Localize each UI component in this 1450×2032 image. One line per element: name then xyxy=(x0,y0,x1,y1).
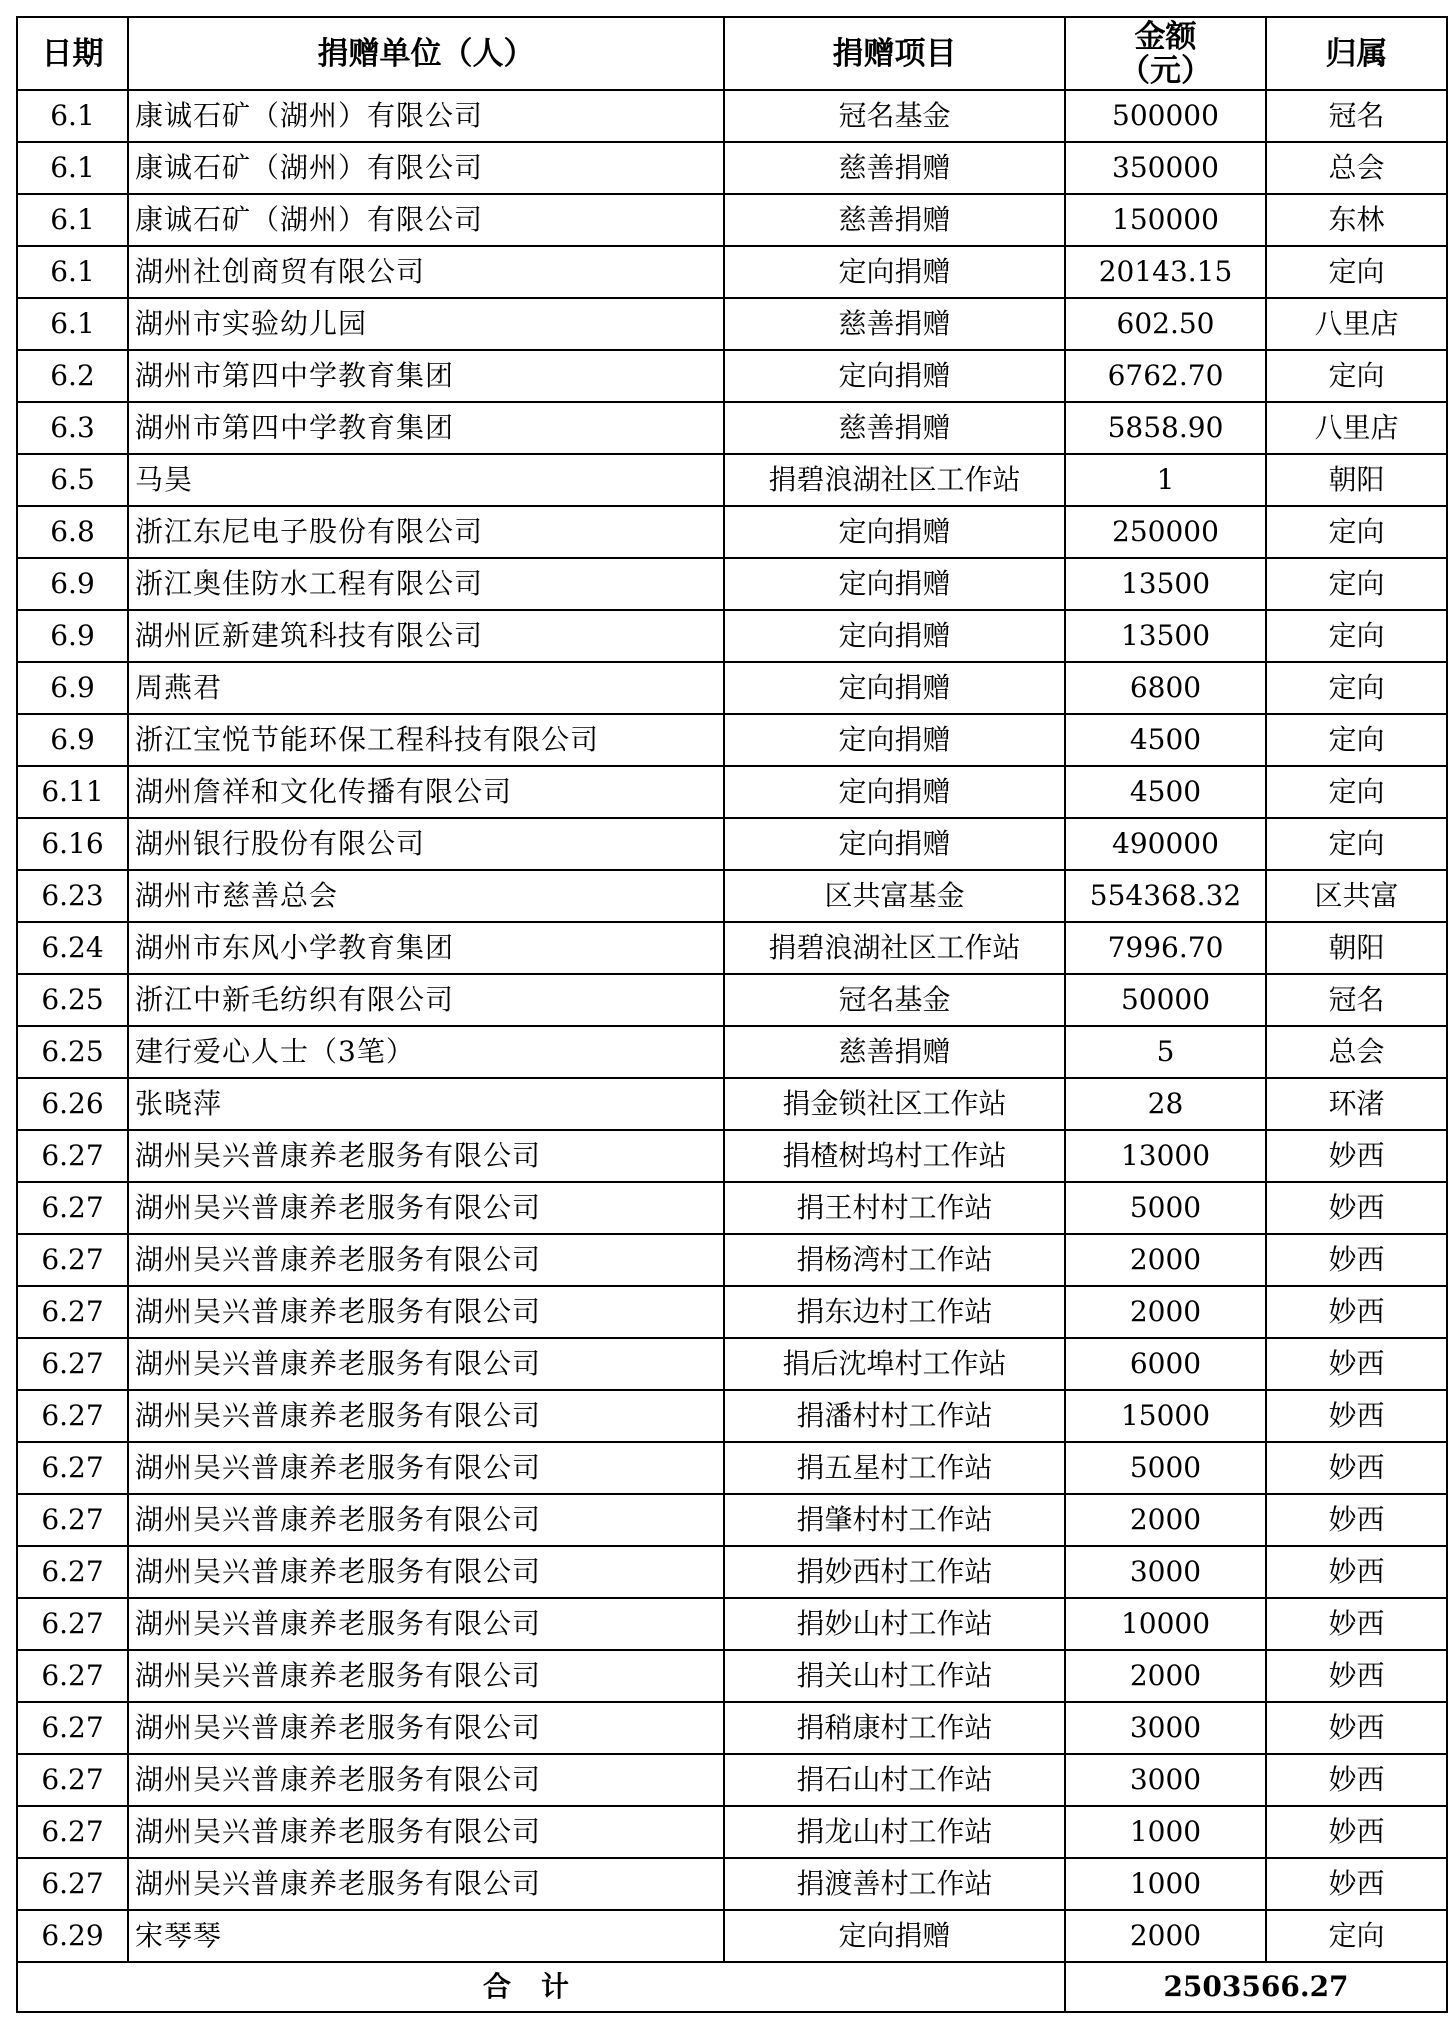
cell-project: 慈善捐赠 xyxy=(724,194,1065,246)
table-row xyxy=(17,1286,1447,1338)
cell-project: 捐石山村工作站 xyxy=(724,1754,1065,1806)
cell-amount: 4500 xyxy=(1065,766,1266,818)
table-row xyxy=(17,974,1447,1026)
cell-date: 6.27 xyxy=(17,1182,128,1234)
cell-donor: 湖州市东风小学教育集团 xyxy=(128,922,724,974)
cell-project: 定向捐赠 xyxy=(724,818,1065,870)
table-row xyxy=(17,454,1447,506)
cell-project: 捐潘村村工作站 xyxy=(724,1390,1065,1442)
cell-donor: 湖州吴兴普康养老服务有限公司 xyxy=(128,1442,724,1494)
cell-date: 6.1 xyxy=(17,142,128,194)
cell-donor: 浙江中新毛纺织有限公司 xyxy=(128,974,724,1026)
table-row xyxy=(17,1390,1447,1442)
cell-donor: 浙江宝悦节能环保工程科技有限公司 xyxy=(128,714,724,766)
cell-donor: 湖州社创商贸有限公司 xyxy=(128,246,724,298)
cell-amount: 3000 xyxy=(1065,1546,1266,1598)
table-body xyxy=(17,90,1447,1962)
cell-donor: 湖州吴兴普康养老服务有限公司 xyxy=(128,1754,724,1806)
table-row xyxy=(17,246,1447,298)
cell-belong: 定向 xyxy=(1266,506,1447,558)
cell-project: 捐杨湾村工作站 xyxy=(724,1234,1065,1286)
cell-belong: 妙西 xyxy=(1266,1234,1447,1286)
table-header xyxy=(17,17,1447,90)
cell-amount: 2000 xyxy=(1065,1286,1266,1338)
cell-amount: 554368.32 xyxy=(1065,870,1266,922)
table-row xyxy=(17,922,1447,974)
cell-project: 冠名基金 xyxy=(724,90,1065,142)
header-donor: 捐赠单位（人） xyxy=(128,17,724,90)
cell-amount: 500000 xyxy=(1065,90,1266,142)
table-row xyxy=(17,1858,1447,1910)
table-row xyxy=(17,1702,1447,1754)
cell-amount: 5000 xyxy=(1065,1182,1266,1234)
cell-amount: 6800 xyxy=(1065,662,1266,714)
table-row xyxy=(17,558,1447,610)
cell-project: 定向捐赠 xyxy=(724,714,1065,766)
cell-date: 6.16 xyxy=(17,818,128,870)
cell-belong: 环渚 xyxy=(1266,1078,1447,1130)
cell-amount: 3000 xyxy=(1065,1702,1266,1754)
cell-belong: 妙西 xyxy=(1266,1286,1447,1338)
cell-donor: 建行爱心人士（3笔） xyxy=(128,1026,724,1078)
cell-date: 6.3 xyxy=(17,402,128,454)
cell-project: 定向捐赠 xyxy=(724,558,1065,610)
cell-donor: 湖州吴兴普康养老服务有限公司 xyxy=(128,1286,724,1338)
table-row xyxy=(17,662,1447,714)
cell-belong: 冠名 xyxy=(1266,90,1447,142)
cell-belong: 定向 xyxy=(1266,818,1447,870)
cell-belong: 定向 xyxy=(1266,246,1447,298)
cell-amount: 4500 xyxy=(1065,714,1266,766)
cell-amount: 3000 xyxy=(1065,1754,1266,1806)
cell-donor: 湖州吴兴普康养老服务有限公司 xyxy=(128,1338,724,1390)
cell-date: 6.27 xyxy=(17,1702,128,1754)
cell-project: 捐五星村工作站 xyxy=(724,1442,1065,1494)
cell-belong: 区共富 xyxy=(1266,870,1447,922)
cell-donor: 湖州吴兴普康养老服务有限公司 xyxy=(128,1650,724,1702)
cell-project: 捐王村村工作站 xyxy=(724,1182,1065,1234)
cell-donor: 湖州吴兴普康养老服务有限公司 xyxy=(128,1858,724,1910)
cell-amount: 10000 xyxy=(1065,1598,1266,1650)
header-belong: 归属 xyxy=(1266,17,1447,90)
cell-belong: 冠名 xyxy=(1266,974,1447,1026)
cell-date: 6.27 xyxy=(17,1598,128,1650)
cell-date: 6.27 xyxy=(17,1754,128,1806)
table-row xyxy=(17,1494,1447,1546)
cell-date: 6.9 xyxy=(17,714,128,766)
table-row xyxy=(17,350,1447,402)
cell-amount: 2000 xyxy=(1065,1494,1266,1546)
cell-amount: 602.50 xyxy=(1065,298,1266,350)
cell-donor: 湖州市慈善总会 xyxy=(128,870,724,922)
cell-donor: 康诚石矿（湖州）有限公司 xyxy=(128,142,724,194)
table-row xyxy=(17,870,1447,922)
cell-amount: 5000 xyxy=(1065,1442,1266,1494)
header-project: 捐赠项目 xyxy=(724,17,1065,90)
table-row xyxy=(17,1546,1447,1598)
cell-amount: 50000 xyxy=(1065,974,1266,1026)
cell-donor: 浙江奥佳防水工程有限公司 xyxy=(128,558,724,610)
cell-project: 捐碧浪湖社区工作站 xyxy=(724,922,1065,974)
cell-belong: 东林 xyxy=(1266,194,1447,246)
cell-date: 6.9 xyxy=(17,558,128,610)
cell-date: 6.1 xyxy=(17,298,128,350)
cell-donor: 湖州詹祥和文化传播有限公司 xyxy=(128,766,724,818)
cell-donor: 湖州市第四中学教育集团 xyxy=(128,402,724,454)
header-amount-line2: （元） xyxy=(1119,52,1212,89)
table-row xyxy=(17,90,1447,142)
cell-belong: 妙西 xyxy=(1266,1702,1447,1754)
table-row xyxy=(17,1234,1447,1286)
cell-date: 6.8 xyxy=(17,506,128,558)
cell-date: 6.9 xyxy=(17,662,128,714)
cell-belong: 妙西 xyxy=(1266,1650,1447,1702)
cell-date: 6.5 xyxy=(17,454,128,506)
table-row xyxy=(17,1338,1447,1390)
cell-date: 6.27 xyxy=(17,1234,128,1286)
cell-project: 冠名基金 xyxy=(724,974,1065,1026)
cell-belong: 妙西 xyxy=(1266,1130,1447,1182)
cell-belong: 妙西 xyxy=(1266,1390,1447,1442)
cell-amount: 5858.90 xyxy=(1065,402,1266,454)
cell-date: 6.26 xyxy=(17,1078,128,1130)
cell-amount: 350000 xyxy=(1065,142,1266,194)
cell-belong: 妙西 xyxy=(1266,1494,1447,1546)
cell-donor: 湖州匠新建筑科技有限公司 xyxy=(128,610,724,662)
cell-belong: 妙西 xyxy=(1266,1182,1447,1234)
cell-amount: 490000 xyxy=(1065,818,1266,870)
cell-date: 6.27 xyxy=(17,1442,128,1494)
cell-amount: 13000 xyxy=(1065,1130,1266,1182)
header-amount xyxy=(1065,17,1266,90)
cell-amount: 6762.70 xyxy=(1065,350,1266,402)
cell-belong: 定向 xyxy=(1266,610,1447,662)
cell-belong: 定向 xyxy=(1266,714,1447,766)
cell-project: 捐妙西村工作站 xyxy=(724,1546,1065,1598)
cell-project: 定向捐赠 xyxy=(724,246,1065,298)
cell-project: 捐关山村工作站 xyxy=(724,1650,1065,1702)
cell-donor: 湖州市实验幼儿园 xyxy=(128,298,724,350)
cell-date: 6.11 xyxy=(17,766,128,818)
cell-donor: 湖州吴兴普康养老服务有限公司 xyxy=(128,1130,724,1182)
cell-date: 6.27 xyxy=(17,1650,128,1702)
cell-project: 慈善捐赠 xyxy=(724,298,1065,350)
table-row xyxy=(17,402,1447,454)
cell-amount: 1000 xyxy=(1065,1858,1266,1910)
table-row xyxy=(17,506,1447,558)
cell-donor: 湖州吴兴普康养老服务有限公司 xyxy=(128,1702,724,1754)
cell-project: 区共富基金 xyxy=(724,870,1065,922)
cell-project: 捐妙山村工作站 xyxy=(724,1598,1065,1650)
cell-project: 定向捐赠 xyxy=(724,1910,1065,1962)
cell-belong: 妙西 xyxy=(1266,1442,1447,1494)
cell-project: 定向捐赠 xyxy=(724,766,1065,818)
cell-donor: 湖州吴兴普康养老服务有限公司 xyxy=(128,1494,724,1546)
cell-donor: 宋琴琴 xyxy=(128,1910,724,1962)
table-row xyxy=(17,1026,1447,1078)
cell-amount: 1 xyxy=(1065,454,1266,506)
cell-date: 6.27 xyxy=(17,1130,128,1182)
cell-date: 6.27 xyxy=(17,1858,128,1910)
donation-table xyxy=(16,16,1448,2013)
cell-belong: 朝阳 xyxy=(1266,922,1447,974)
cell-amount: 15000 xyxy=(1065,1390,1266,1442)
cell-belong: 定向 xyxy=(1266,1910,1447,1962)
cell-project: 慈善捐赠 xyxy=(724,1026,1065,1078)
total-label: 合计 xyxy=(17,1962,1065,2012)
cell-project: 慈善捐赠 xyxy=(724,402,1065,454)
cell-donor: 湖州吴兴普康养老服务有限公司 xyxy=(128,1598,724,1650)
cell-project: 捐肇村村工作站 xyxy=(724,1494,1065,1546)
table-row xyxy=(17,1182,1447,1234)
cell-donor: 湖州吴兴普康养老服务有限公司 xyxy=(128,1546,724,1598)
cell-project: 捐金锁社区工作站 xyxy=(724,1078,1065,1130)
header-date: 日期 xyxy=(17,17,128,90)
cell-date: 6.27 xyxy=(17,1546,128,1598)
table-row xyxy=(17,1598,1447,1650)
table-row xyxy=(17,766,1447,818)
cell-date: 6.27 xyxy=(17,1286,128,1338)
cell-project: 定向捐赠 xyxy=(724,662,1065,714)
cell-belong: 妙西 xyxy=(1266,1858,1447,1910)
cell-date: 6.24 xyxy=(17,922,128,974)
cell-donor: 湖州吴兴普康养老服务有限公司 xyxy=(128,1390,724,1442)
table-row xyxy=(17,298,1447,350)
cell-belong: 妙西 xyxy=(1266,1598,1447,1650)
cell-date: 6.9 xyxy=(17,610,128,662)
cell-belong: 定向 xyxy=(1266,350,1447,402)
table-row xyxy=(17,194,1447,246)
cell-amount: 7996.70 xyxy=(1065,922,1266,974)
header-amount-line1: 金额 xyxy=(1134,18,1197,55)
cell-belong: 定向 xyxy=(1266,766,1447,818)
cell-belong: 妙西 xyxy=(1266,1806,1447,1858)
table-footer xyxy=(17,1962,1447,2012)
cell-project: 捐后沈埠村工作站 xyxy=(724,1338,1065,1390)
cell-project: 捐稍康村工作站 xyxy=(724,1702,1065,1754)
cell-donor: 湖州吴兴普康养老服务有限公司 xyxy=(128,1182,724,1234)
total-row xyxy=(17,1962,1447,2012)
cell-date: 6.27 xyxy=(17,1806,128,1858)
cell-donor: 周燕君 xyxy=(128,662,724,714)
cell-date: 6.23 xyxy=(17,870,128,922)
cell-date: 6.27 xyxy=(17,1390,128,1442)
cell-date: 6.29 xyxy=(17,1910,128,1962)
cell-amount: 1000 xyxy=(1065,1806,1266,1858)
cell-belong: 定向 xyxy=(1266,662,1447,714)
cell-project: 定向捐赠 xyxy=(724,610,1065,662)
table-row xyxy=(17,1650,1447,1702)
cell-belong: 妙西 xyxy=(1266,1754,1447,1806)
cell-project: 慈善捐赠 xyxy=(724,142,1065,194)
cell-project: 捐楂树坞村工作站 xyxy=(724,1130,1065,1182)
cell-donor: 湖州吴兴普康养老服务有限公司 xyxy=(128,1806,724,1858)
table-row xyxy=(17,1754,1447,1806)
cell-belong: 定向 xyxy=(1266,558,1447,610)
cell-donor: 康诚石矿（湖州）有限公司 xyxy=(128,194,724,246)
cell-belong: 朝阳 xyxy=(1266,454,1447,506)
cell-date: 6.27 xyxy=(17,1494,128,1546)
cell-donor: 康诚石矿（湖州）有限公司 xyxy=(128,90,724,142)
cell-amount: 13500 xyxy=(1065,610,1266,662)
table-row xyxy=(17,1910,1447,1962)
cell-amount: 2000 xyxy=(1065,1650,1266,1702)
table-row xyxy=(17,1806,1447,1858)
cell-amount: 13500 xyxy=(1065,558,1266,610)
cell-donor: 湖州吴兴普康养老服务有限公司 xyxy=(128,1234,724,1286)
cell-amount: 2000 xyxy=(1065,1910,1266,1962)
header-row xyxy=(17,17,1447,90)
cell-date: 6.25 xyxy=(17,1026,128,1078)
cell-donor: 湖州银行股份有限公司 xyxy=(128,818,724,870)
cell-date: 6.27 xyxy=(17,1338,128,1390)
table-row xyxy=(17,714,1447,766)
table-row xyxy=(17,818,1447,870)
cell-date: 6.1 xyxy=(17,90,128,142)
cell-amount: 6000 xyxy=(1065,1338,1266,1390)
table-row xyxy=(17,1130,1447,1182)
cell-date: 6.2 xyxy=(17,350,128,402)
cell-project: 捐渡善村工作站 xyxy=(724,1858,1065,1910)
table-row xyxy=(17,1442,1447,1494)
cell-belong: 八里店 xyxy=(1266,402,1447,454)
cell-amount: 28 xyxy=(1065,1078,1266,1130)
cell-belong: 总会 xyxy=(1266,1026,1447,1078)
cell-project: 定向捐赠 xyxy=(724,350,1065,402)
table-row xyxy=(17,1078,1447,1130)
cell-belong: 妙西 xyxy=(1266,1338,1447,1390)
cell-donor: 湖州市第四中学教育集团 xyxy=(128,350,724,402)
cell-date: 6.1 xyxy=(17,246,128,298)
cell-amount: 250000 xyxy=(1065,506,1266,558)
cell-project: 捐东边村工作站 xyxy=(724,1286,1065,1338)
cell-date: 6.25 xyxy=(17,974,128,1026)
cell-project: 定向捐赠 xyxy=(724,506,1065,558)
cell-project: 捐碧浪湖社区工作站 xyxy=(724,454,1065,506)
cell-amount: 2000 xyxy=(1065,1234,1266,1286)
cell-project: 捐龙山村工作站 xyxy=(724,1806,1065,1858)
table-row xyxy=(17,142,1447,194)
cell-amount: 150000 xyxy=(1065,194,1266,246)
cell-donor: 浙江东尼电子股份有限公司 xyxy=(128,506,724,558)
cell-belong: 八里店 xyxy=(1266,298,1447,350)
total-amount: 2503566.27 xyxy=(1065,1962,1447,2012)
table-row xyxy=(17,610,1447,662)
cell-donor: 马昊 xyxy=(128,454,724,506)
cell-date: 6.1 xyxy=(17,194,128,246)
cell-belong: 总会 xyxy=(1266,142,1447,194)
cell-amount: 5 xyxy=(1065,1026,1266,1078)
cell-amount: 20143.15 xyxy=(1065,246,1266,298)
cell-donor: 张晓萍 xyxy=(128,1078,724,1130)
cell-belong: 妙西 xyxy=(1266,1546,1447,1598)
